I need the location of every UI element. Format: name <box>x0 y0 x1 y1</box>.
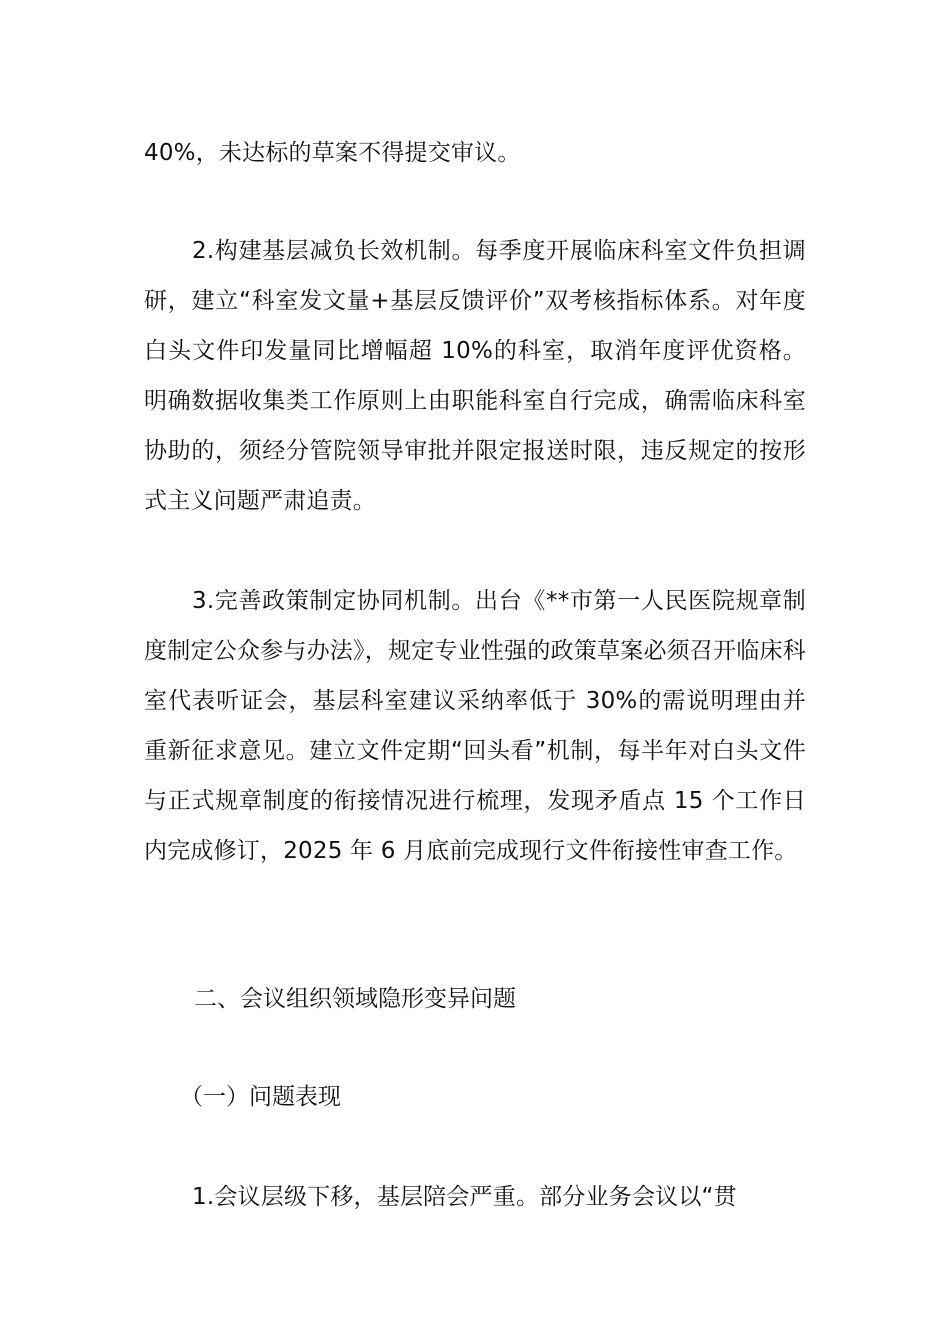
paragraph-continuation: 40%，未达标的草案不得提交审议。 <box>144 140 521 166</box>
paragraph-item-2: 2.构建基层减负长效机制。每季度开展临床科室文件负担调研，建立“科室发文量+基层反馈评价”双考核指标体系。对年度白头文件印发量同比增幅超 10%的科室，取消年度评优资格。明确数据收集类工作原则上由职能科室自行完成，确需临床科室协助的，须经分管院领导审批并限定报送时限，违反规定的按形式主义问题严肃追责。 <box>144 238 806 514</box>
sub-heading: （一）问题表现 <box>180 1084 341 1110</box>
paragraph-meeting-item-1: 1.会议层级下移，基层陪会严重。部分业务会议以“贯 <box>192 1184 737 1210</box>
section-heading: 二、会议组织领域隐形变异问题 <box>194 986 516 1012</box>
paragraph-item-3: 3.完善政策制定协同机制。出台《**市第一人民医院规章制度制定公众参与办法》，规定专业性强的政策草案必须召开临床科室代表听证会，基层科室建议采纳率低于 30%的需说明理由并重新征求意见。建立文件定期“回头看”机制，每半年对白头文件与正式规章制度的衔接情况进行梳理，发现矛盾点 15 个工作日内完成修订，2025 年 6 月底前完成现行文件衔接性审查工作。 <box>144 588 806 864</box>
